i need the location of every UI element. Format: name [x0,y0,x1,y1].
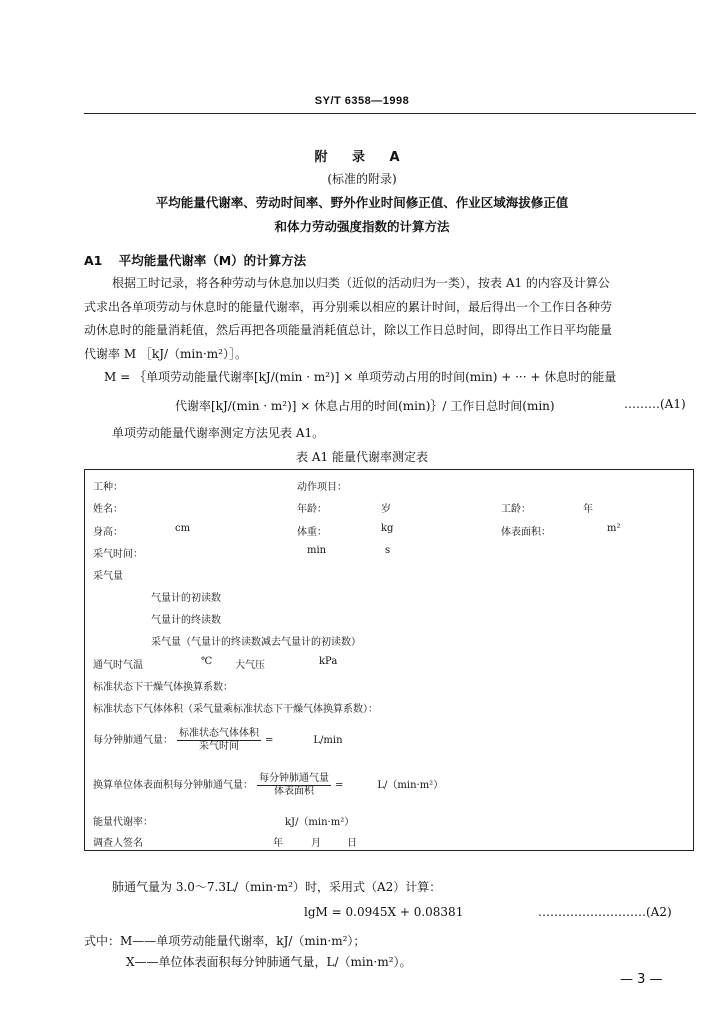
para-line: 代谢率 M ［kJ/（min·m²）］。 [84,346,247,361]
ventilation-unit: L/min [313,735,343,746]
appendix-heading-line1: 平均能量代谢率、劳动时间率、野外作业时间修正值、作业区域海拔修正值 [155,195,569,210]
ventilation-equals: = [265,735,274,746]
where-prefix: 式中： [84,934,121,948]
where-m-definition: M——单项劳动能量代谢率，kJ/（min·m²）； [120,934,366,948]
gas-collected-label: 采气量（气量计的终读数减去气量计的初读数） [151,637,361,648]
seniority-label: 工龄： [501,504,531,515]
age-label: 年龄： [297,504,327,515]
unit-ventilation-fraction [257,773,331,798]
formula-a1-label: ………(A1) [624,397,686,411]
para-line: 根据工时记录，将各种劳动与休息加以归类（近似的活动归为一类），按表 A1 的内容及计算公 [112,276,610,290]
standard-code: SY/T 6358—1998 [314,95,410,107]
sign-day: 日 [347,838,357,849]
para-line: 动休息时的能量消耗值，然后再把各项能量消耗值总计，除以工作日总时间，即得出工作日平均能量 [84,323,613,337]
section-number: A1 [84,253,103,268]
unit-ventilation-unit: L/（min·m²） [377,780,444,791]
sign-year: 年 [273,838,283,849]
unit-ventilation-equals: = [335,780,344,791]
name-label: 姓名： [93,504,123,515]
collect-time-label: 采气时间： [93,549,143,560]
temp-unit: ℃ [201,656,213,667]
std-volume-label: 标准状态下气体体积（采气量乘标准状态下干燥气体换算系数）： [93,704,378,715]
collect-time-min: min [307,545,327,556]
seniority-unit: 年 [583,504,593,515]
weight-label: 体重： [297,527,327,538]
table-caption: 表 A1 能量代谢率测定表 [296,450,428,464]
air-temp-label: 通气时气温 [93,660,143,671]
metabolic-rate-form [84,469,694,851]
page-number: — 3 — [620,972,663,987]
body-area-unit: m² [607,523,621,534]
action-item-label: 动作项目： [297,482,347,493]
std-factor-label: 标准状态下干燥气体换算系数： [93,682,233,693]
collect-time-s: s [385,545,391,556]
gas-volume-label: 采气量 [93,571,123,582]
where-line-m [84,932,365,949]
where-x-definition: X——单位体表面积每分钟肺通气量，L/（min·m²）。 [126,955,412,969]
formula-a1-line1: M = ｛单项劳动能量代谢率[kJ/(min · m²)] × 单项劳动占用的时间(min) + ··· + 休息时的能量 [104,370,617,384]
unit-ventilation-denominator: 体表面积 [274,786,314,797]
appendix-title: 附 录 A [314,150,410,165]
formula-a1-line2: 代谢率[kJ/(min · m²)] × 休息占用的时间(min)｝/ 工作日总时间(min) [175,399,555,413]
formula-a2: lgM = 0.0945X + 0.08381 [304,905,464,919]
work-type-label: 工种： [93,482,123,493]
metabolic-rate-unit: kJ/（min·m²） [285,817,355,828]
para-line: 式求出各单项劳动与休息时的能量代谢率，再分别乘以相应的累计时间，最后得出一个工作日各种劳 [84,299,613,314]
section-a1-heading [84,251,306,269]
investigator-label: 调查人签名 [93,838,143,849]
age-unit: 岁 [381,504,391,515]
unit-ventilation-numerator: 每分钟肺通气量 [259,773,329,784]
metabolic-rate-label: 能量代谢率： [93,817,153,828]
ventilation-numerator: 标准状态气体体积 [179,728,259,739]
ventilation-condition: 肺通气量为 3.0～7.3L/（min·m²）时，采用式（A2）计算： [112,880,442,894]
appendix-subtitle: (标准的附录) [327,172,397,186]
pressure-unit: kPa [319,656,338,667]
ventilation-row [93,728,343,753]
pressure-label: 大气压 [235,660,265,671]
section-a1-paragraph [84,272,696,366]
formula-a2-label: ………………………(A2) [538,905,672,919]
meter-final-label: 气量计的终读数 [151,615,221,626]
ventilation-label: 每分钟肺通气量： [93,735,173,746]
weight-unit: kg [381,523,394,534]
header-rule [84,113,696,114]
unit-ventilation-label: 换算单位体表面积每分钟肺通气量： [93,780,253,791]
unit-ventilation-row [93,773,443,798]
section-title: 平均能量代谢率（M）的计算方法 [118,253,307,268]
body-area-label: 体表面积： [501,527,551,538]
sign-month: 月 [311,838,321,849]
ventilation-denominator: 采气时间 [199,741,239,752]
meter-initial-label: 气量计的初读数 [151,593,221,604]
table-reference-note: 单项劳动能量代谢率测定方法见表 A1。 [112,426,325,440]
ventilation-fraction [177,728,261,753]
height-unit: cm [175,523,191,534]
height-label: 身高： [93,527,123,538]
appendix-heading-line2: 和体力劳动强度指数的计算方法 [274,219,450,234]
